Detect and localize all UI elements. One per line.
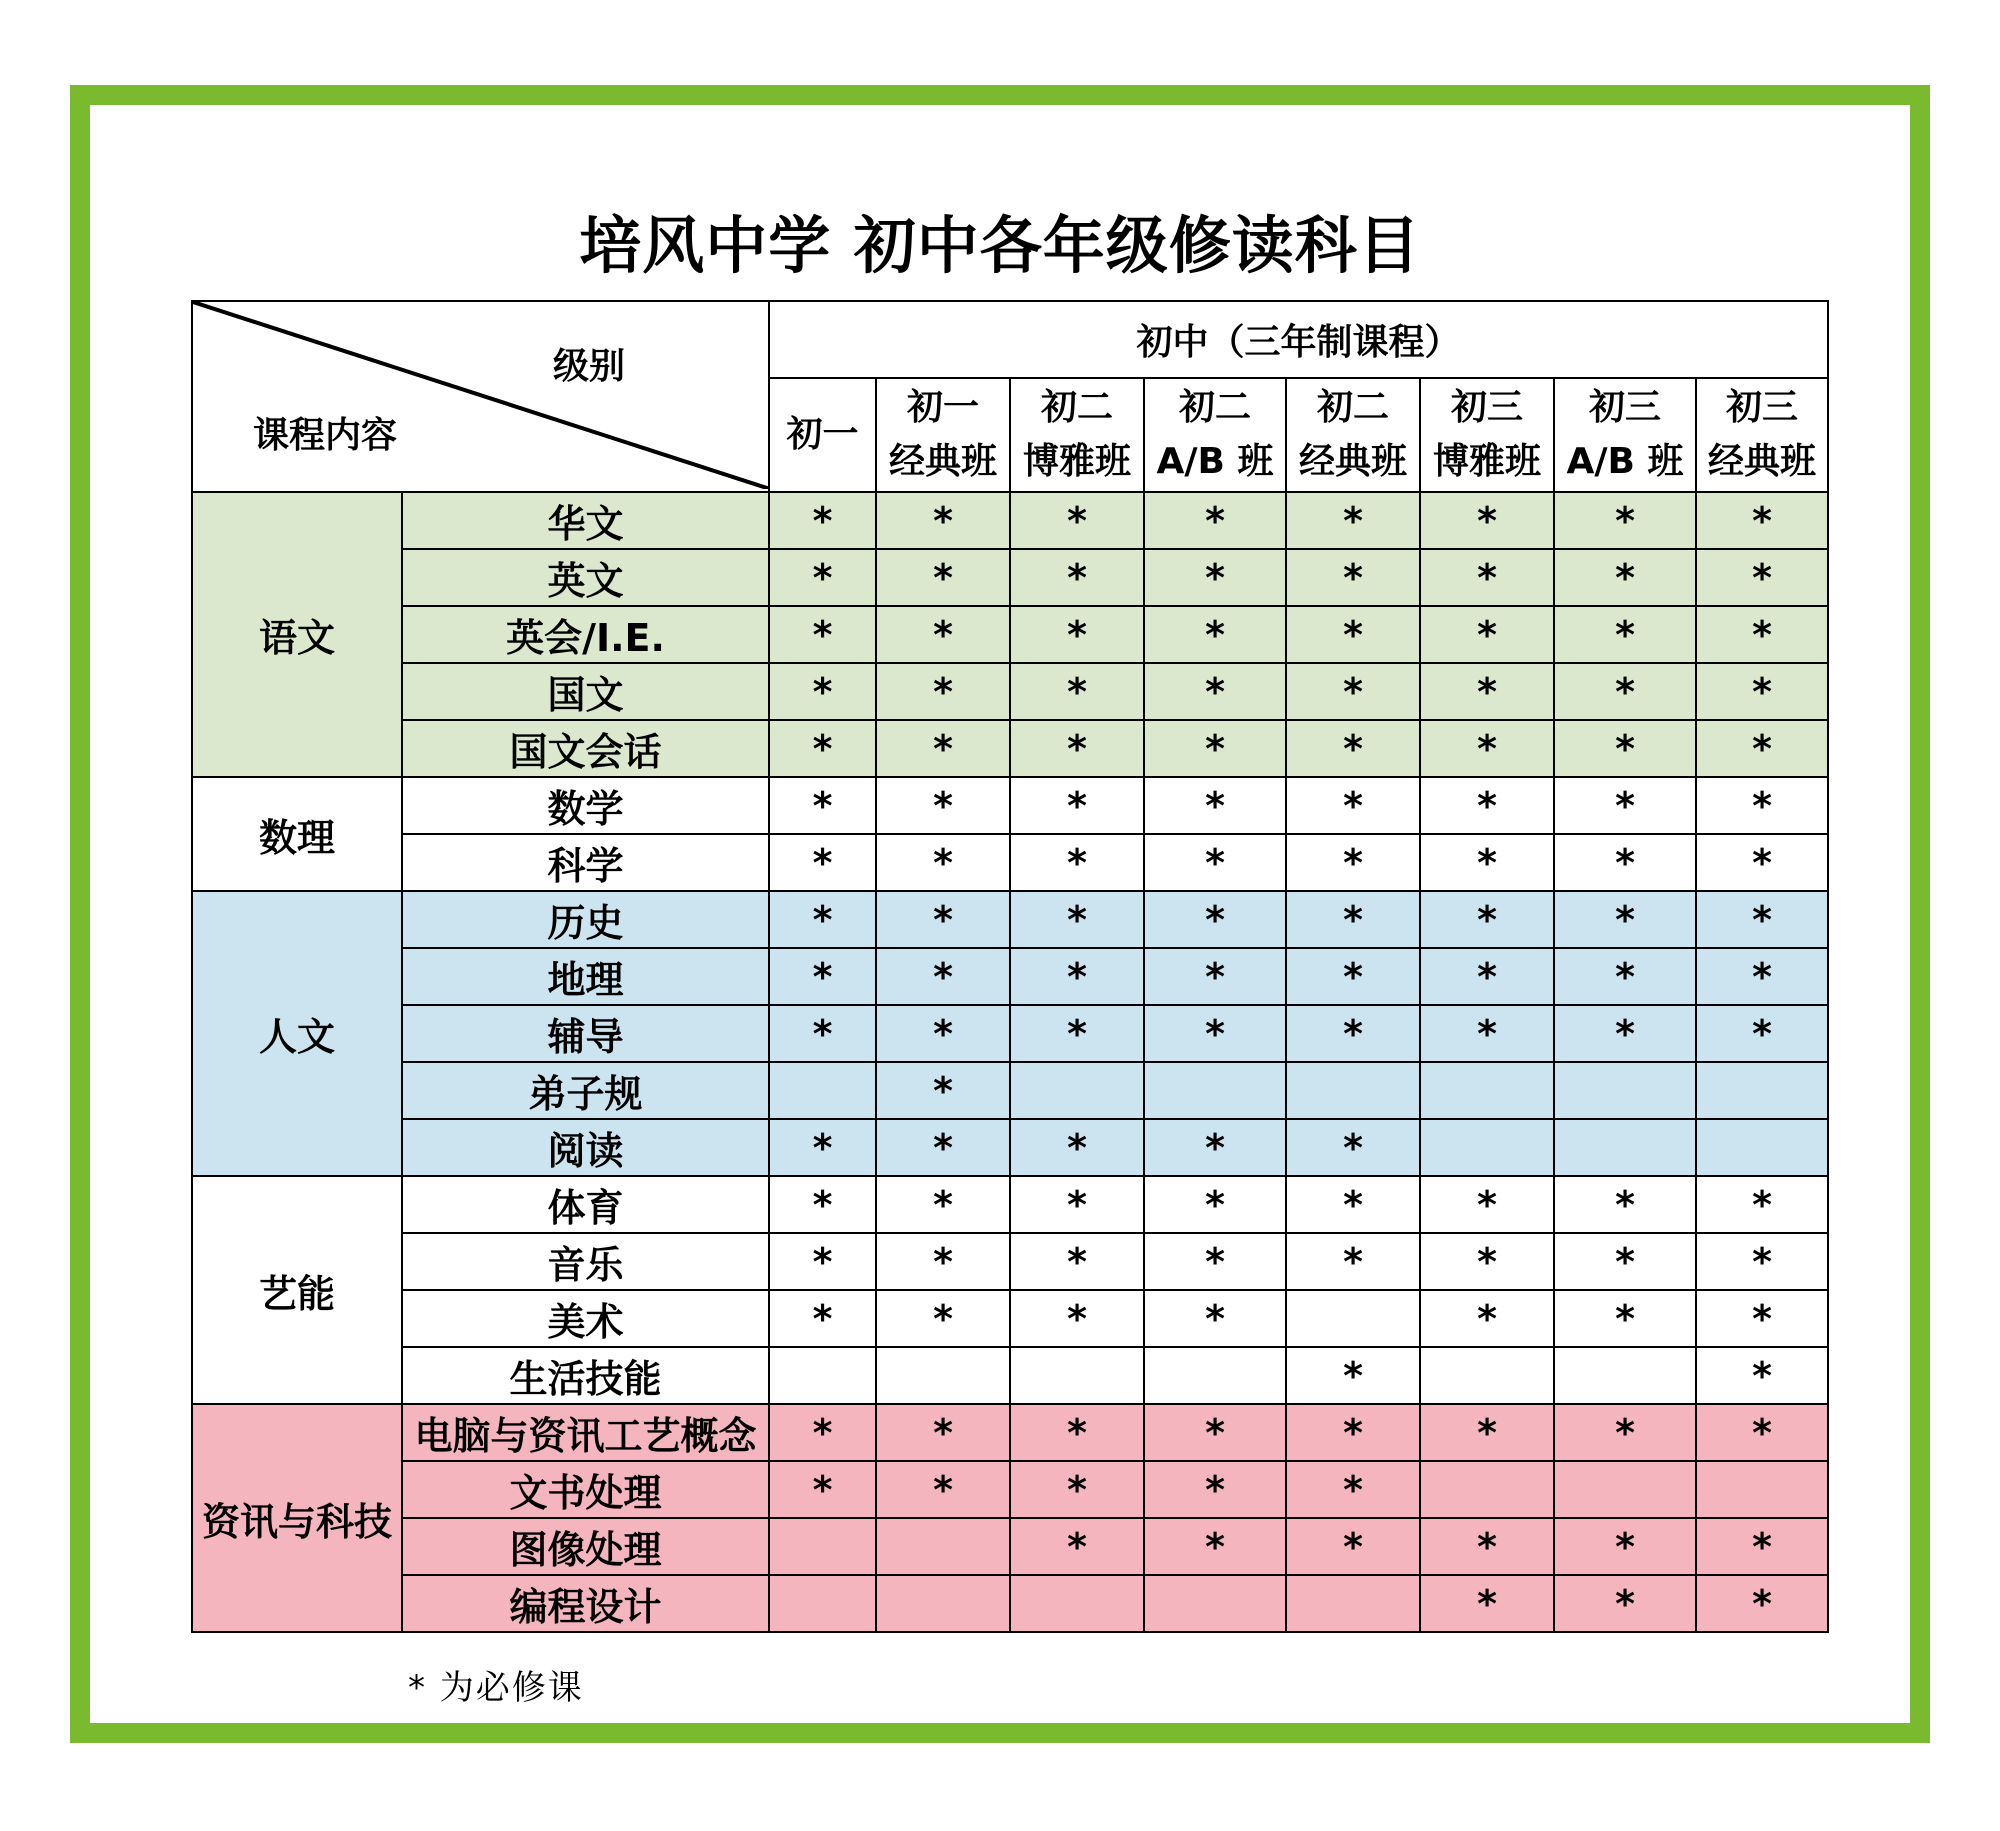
footnote: * 为必修课 [408,1668,584,1708]
table-row [192,1575,1828,1632]
mark-cell: * [1010,1404,1144,1461]
mark-cell: * [769,549,876,606]
mark-cell: * [1554,1233,1696,1290]
column-header-2 [876,378,1010,492]
table-row [192,720,1828,777]
mark-cell [1144,1575,1286,1632]
table-row [192,1119,1828,1176]
page-title: 培风中学 初中各年级修读科目 [579,209,1421,282]
column-header-3 [1010,378,1144,492]
mark-cell: * [1554,1404,1696,1461]
column-header-8 [1696,378,1828,492]
mark-cell: * [1010,606,1144,663]
table-row [192,606,1828,663]
column-header-7 [1554,378,1696,492]
subject-cell: 文书处理 [402,1461,769,1518]
column-header-line1: 初二 [1040,387,1113,428]
column-header-4 [1144,378,1286,492]
column-header-line2: 博雅班 [1022,441,1131,482]
curriculum-table [191,300,1829,1633]
mark-cell: * [1010,1233,1144,1290]
mark-cell: * [1286,1404,1420,1461]
mark-cell [1010,1347,1144,1404]
mark-cell: * [769,1290,876,1347]
subject-cell: 地理 [402,948,769,1005]
table-row [192,1176,1828,1233]
mark-cell: * [1554,1518,1696,1575]
table-row [192,1461,1828,1518]
mark-cell: * [1420,492,1554,549]
column-header-5 [1286,378,1420,492]
subject-cell: 编程设计 [402,1575,769,1632]
mark-cell: * [876,948,1010,1005]
mark-cell: * [1144,1404,1286,1461]
mark-cell: * [1696,1575,1828,1632]
mark-cell: * [1144,1119,1286,1176]
mark-cell [1420,1119,1554,1176]
mark-cell [1696,1461,1828,1518]
mark-cell: * [1286,1461,1420,1518]
mark-cell: * [1696,663,1828,720]
column-header-line1: 初三 [1588,387,1661,428]
mark-cell: * [1286,777,1420,834]
mark-cell: * [1286,948,1420,1005]
mark-cell: * [1010,1176,1144,1233]
mark-cell: * [1144,1176,1286,1233]
mark-cell: * [769,891,876,948]
mark-cell: * [1554,1575,1696,1632]
mark-cell: * [876,834,1010,891]
subject-cell: 科学 [402,834,769,891]
column-header-line2: A/B 班 [1566,441,1684,482]
mark-cell: * [769,606,876,663]
mark-cell: * [1144,663,1286,720]
mark-cell: * [1144,549,1286,606]
mark-cell: * [1286,606,1420,663]
mark-cell [1286,1062,1420,1119]
corner-label-course: 课程内容 [253,415,398,456]
mark-cell: * [769,663,876,720]
table-row [192,663,1828,720]
mark-cell [1144,1062,1286,1119]
mark-cell: * [1420,1575,1554,1632]
mark-cell: * [1144,948,1286,1005]
mark-cell: * [769,1119,876,1176]
mark-cell [1420,1461,1554,1518]
mark-cell: * [1420,1005,1554,1062]
mark-cell [769,1575,876,1632]
mark-cell: * [1286,891,1420,948]
subject-cell: 音乐 [402,1233,769,1290]
column-header-line1: 初一 [906,387,979,428]
mark-cell [1010,1575,1144,1632]
category-cell: 人文 [192,891,402,1176]
subject-cell: 阅读 [402,1119,769,1176]
mark-cell: * [1286,549,1420,606]
mark-cell: * [876,606,1010,663]
column-header-1 [769,378,876,492]
mark-cell: * [769,1176,876,1233]
mark-cell: * [1420,720,1554,777]
mark-cell: * [876,1233,1010,1290]
corner-label-grade: 级别 [553,346,626,387]
mark-cell: * [769,1404,876,1461]
mark-cell: * [1420,891,1554,948]
subject-cell: 弟子规 [402,1062,769,1119]
mark-cell: * [1010,492,1144,549]
subject-cell: 历史 [402,891,769,948]
table-row [192,1290,1828,1347]
mark-cell [1554,1062,1696,1119]
mark-cell: * [1554,834,1696,891]
column-header-line1: 初三 [1726,387,1799,428]
mark-cell: * [1696,549,1828,606]
span-header: 初中（三年制课程） [769,301,1828,378]
subject-cell: 生活技能 [402,1347,769,1404]
mark-cell: * [1696,1233,1828,1290]
mark-cell [1420,1062,1554,1119]
mark-cell: * [1696,1404,1828,1461]
mark-cell: * [876,1005,1010,1062]
mark-cell: * [1554,606,1696,663]
mark-cell: * [1144,1233,1286,1290]
column-header-line2: 博雅班 [1432,441,1541,482]
mark-cell: * [1144,1518,1286,1575]
column-header-line1: 初二 [1178,387,1251,428]
mark-cell: * [1554,663,1696,720]
mark-cell: * [1554,492,1696,549]
table-row [192,492,1828,549]
mark-cell: * [1420,1176,1554,1233]
mark-cell: * [1696,834,1828,891]
mark-cell: * [1420,1404,1554,1461]
mark-cell: * [1286,1233,1420,1290]
mark-cell: * [769,834,876,891]
mark-cell: * [1286,1347,1420,1404]
column-header-line1: 初二 [1316,387,1389,428]
mark-cell: * [876,1062,1010,1119]
subject-cell: 数学 [402,777,769,834]
mark-cell: * [1286,834,1420,891]
table-row [192,1347,1828,1404]
mark-cell: * [1010,1119,1144,1176]
mark-cell [1554,1347,1696,1404]
subject-cell: 图像处理 [402,1518,769,1575]
mark-cell: * [1286,1518,1420,1575]
mark-cell: * [876,1461,1010,1518]
mark-cell [769,1062,876,1119]
mark-cell: * [1420,834,1554,891]
mark-cell: * [1010,1461,1144,1518]
mark-cell: * [876,492,1010,549]
column-header-line2: 经典班 [1708,441,1817,482]
mark-cell [876,1518,1010,1575]
column-header-6 [1420,378,1554,492]
mark-cell: * [1554,720,1696,777]
table-row [192,1518,1828,1575]
mark-cell [769,1518,876,1575]
mark-cell: * [769,1005,876,1062]
mark-cell: * [1010,1290,1144,1347]
mark-cell: * [1144,777,1286,834]
table-row [192,834,1828,891]
mark-cell: * [1144,720,1286,777]
mark-cell: * [1144,492,1286,549]
mark-cell [1286,1575,1420,1632]
table-row [192,1005,1828,1062]
mark-cell: * [1286,720,1420,777]
mark-cell: * [876,1176,1010,1233]
mark-cell: * [1144,891,1286,948]
mark-cell [1696,1119,1828,1176]
mark-cell: * [769,720,876,777]
mark-cell: * [1010,663,1144,720]
mark-cell: * [876,663,1010,720]
mark-cell: * [1554,891,1696,948]
mark-cell [1420,1347,1554,1404]
mark-cell: * [1286,1176,1420,1233]
mark-cell: * [1696,948,1828,1005]
subject-cell: 辅导 [402,1005,769,1062]
corner-header [192,301,769,492]
mark-cell: * [1696,1518,1828,1575]
mark-cell: * [1696,891,1828,948]
mark-cell: * [769,948,876,1005]
mark-cell: * [769,777,876,834]
subject-cell: 电脑与资讯工艺概念 [402,1404,769,1461]
diagonal-line [193,302,769,489]
mark-cell: * [1696,1176,1828,1233]
mark-cell: * [1144,1461,1286,1518]
subject-cell: 英文 [402,549,769,606]
mark-cell: * [1286,663,1420,720]
mark-cell: * [1420,948,1554,1005]
mark-cell: * [1554,1005,1696,1062]
mark-cell [1010,1062,1144,1119]
mark-cell [876,1575,1010,1632]
mark-cell: * [1420,606,1554,663]
category-cell: 艺能 [192,1176,402,1404]
mark-cell: * [1554,1176,1696,1233]
table-row [192,891,1828,948]
mark-cell: * [876,1404,1010,1461]
table-row [192,549,1828,606]
mark-cell: * [1696,1290,1828,1347]
mark-cell: * [1696,720,1828,777]
mark-cell: * [769,492,876,549]
subject-cell: 国文会话 [402,720,769,777]
mark-cell: * [1420,549,1554,606]
mark-cell: * [876,891,1010,948]
mark-cell: * [876,1290,1010,1347]
mark-cell: * [1420,1518,1554,1575]
subject-cell: 国文 [402,663,769,720]
mark-cell: * [1554,948,1696,1005]
mark-cell: * [1010,948,1144,1005]
mark-cell [769,1347,876,1404]
mark-cell: * [769,1233,876,1290]
mark-cell: * [1010,1005,1144,1062]
subject-cell: 华文 [402,492,769,549]
column-header-line2: 经典班 [1298,441,1407,482]
mark-cell: * [1010,834,1144,891]
subject-cell: 体育 [402,1176,769,1233]
mark-cell: * [1286,1005,1420,1062]
mark-cell: * [1144,1290,1286,1347]
mark-cell: * [1144,1005,1286,1062]
mark-cell: * [1554,777,1696,834]
mark-cell: * [769,1461,876,1518]
mark-cell: * [1144,606,1286,663]
category-cell: 数理 [192,777,402,891]
table-row [192,1062,1828,1119]
table-row [192,1233,1828,1290]
mark-cell [1554,1461,1696,1518]
mark-cell: * [1554,1290,1696,1347]
category-cell: 语文 [192,492,402,777]
mark-cell [1554,1119,1696,1176]
column-header-line2: 经典班 [888,441,997,482]
mark-cell: * [1554,549,1696,606]
mark-cell: * [876,720,1010,777]
mark-cell: * [1010,1518,1144,1575]
mark-cell: * [1010,549,1144,606]
column-header-line1: 初一 [786,414,859,455]
mark-cell: * [876,1119,1010,1176]
mark-cell: * [1420,777,1554,834]
table-row [192,1404,1828,1461]
mark-cell [876,1347,1010,1404]
subject-cell: 英会/I.E. [402,606,769,663]
column-header-line2: A/B 班 [1156,441,1274,482]
mark-cell: * [1696,606,1828,663]
mark-cell: * [1286,492,1420,549]
mark-cell [1286,1290,1420,1347]
mark-cell: * [1420,1233,1554,1290]
mark-cell: * [1696,1347,1828,1404]
mark-cell: * [1010,720,1144,777]
mark-cell: * [1420,663,1554,720]
mark-cell: * [1696,777,1828,834]
column-header-line1: 初三 [1450,387,1523,428]
mark-cell: * [1696,1005,1828,1062]
mark-cell: * [1010,777,1144,834]
table-row [192,948,1828,1005]
mark-cell [1696,1062,1828,1119]
mark-cell: * [876,777,1010,834]
mark-cell: * [1144,834,1286,891]
mark-cell: * [1286,1119,1420,1176]
table-row [192,777,1828,834]
mark-cell: * [1696,492,1828,549]
mark-cell: * [876,549,1010,606]
mark-cell: * [1010,891,1144,948]
subject-cell: 美术 [402,1290,769,1347]
mark-cell: * [1420,1290,1554,1347]
mark-cell [1144,1347,1286,1404]
category-cell: 资讯与科技 [192,1404,402,1632]
